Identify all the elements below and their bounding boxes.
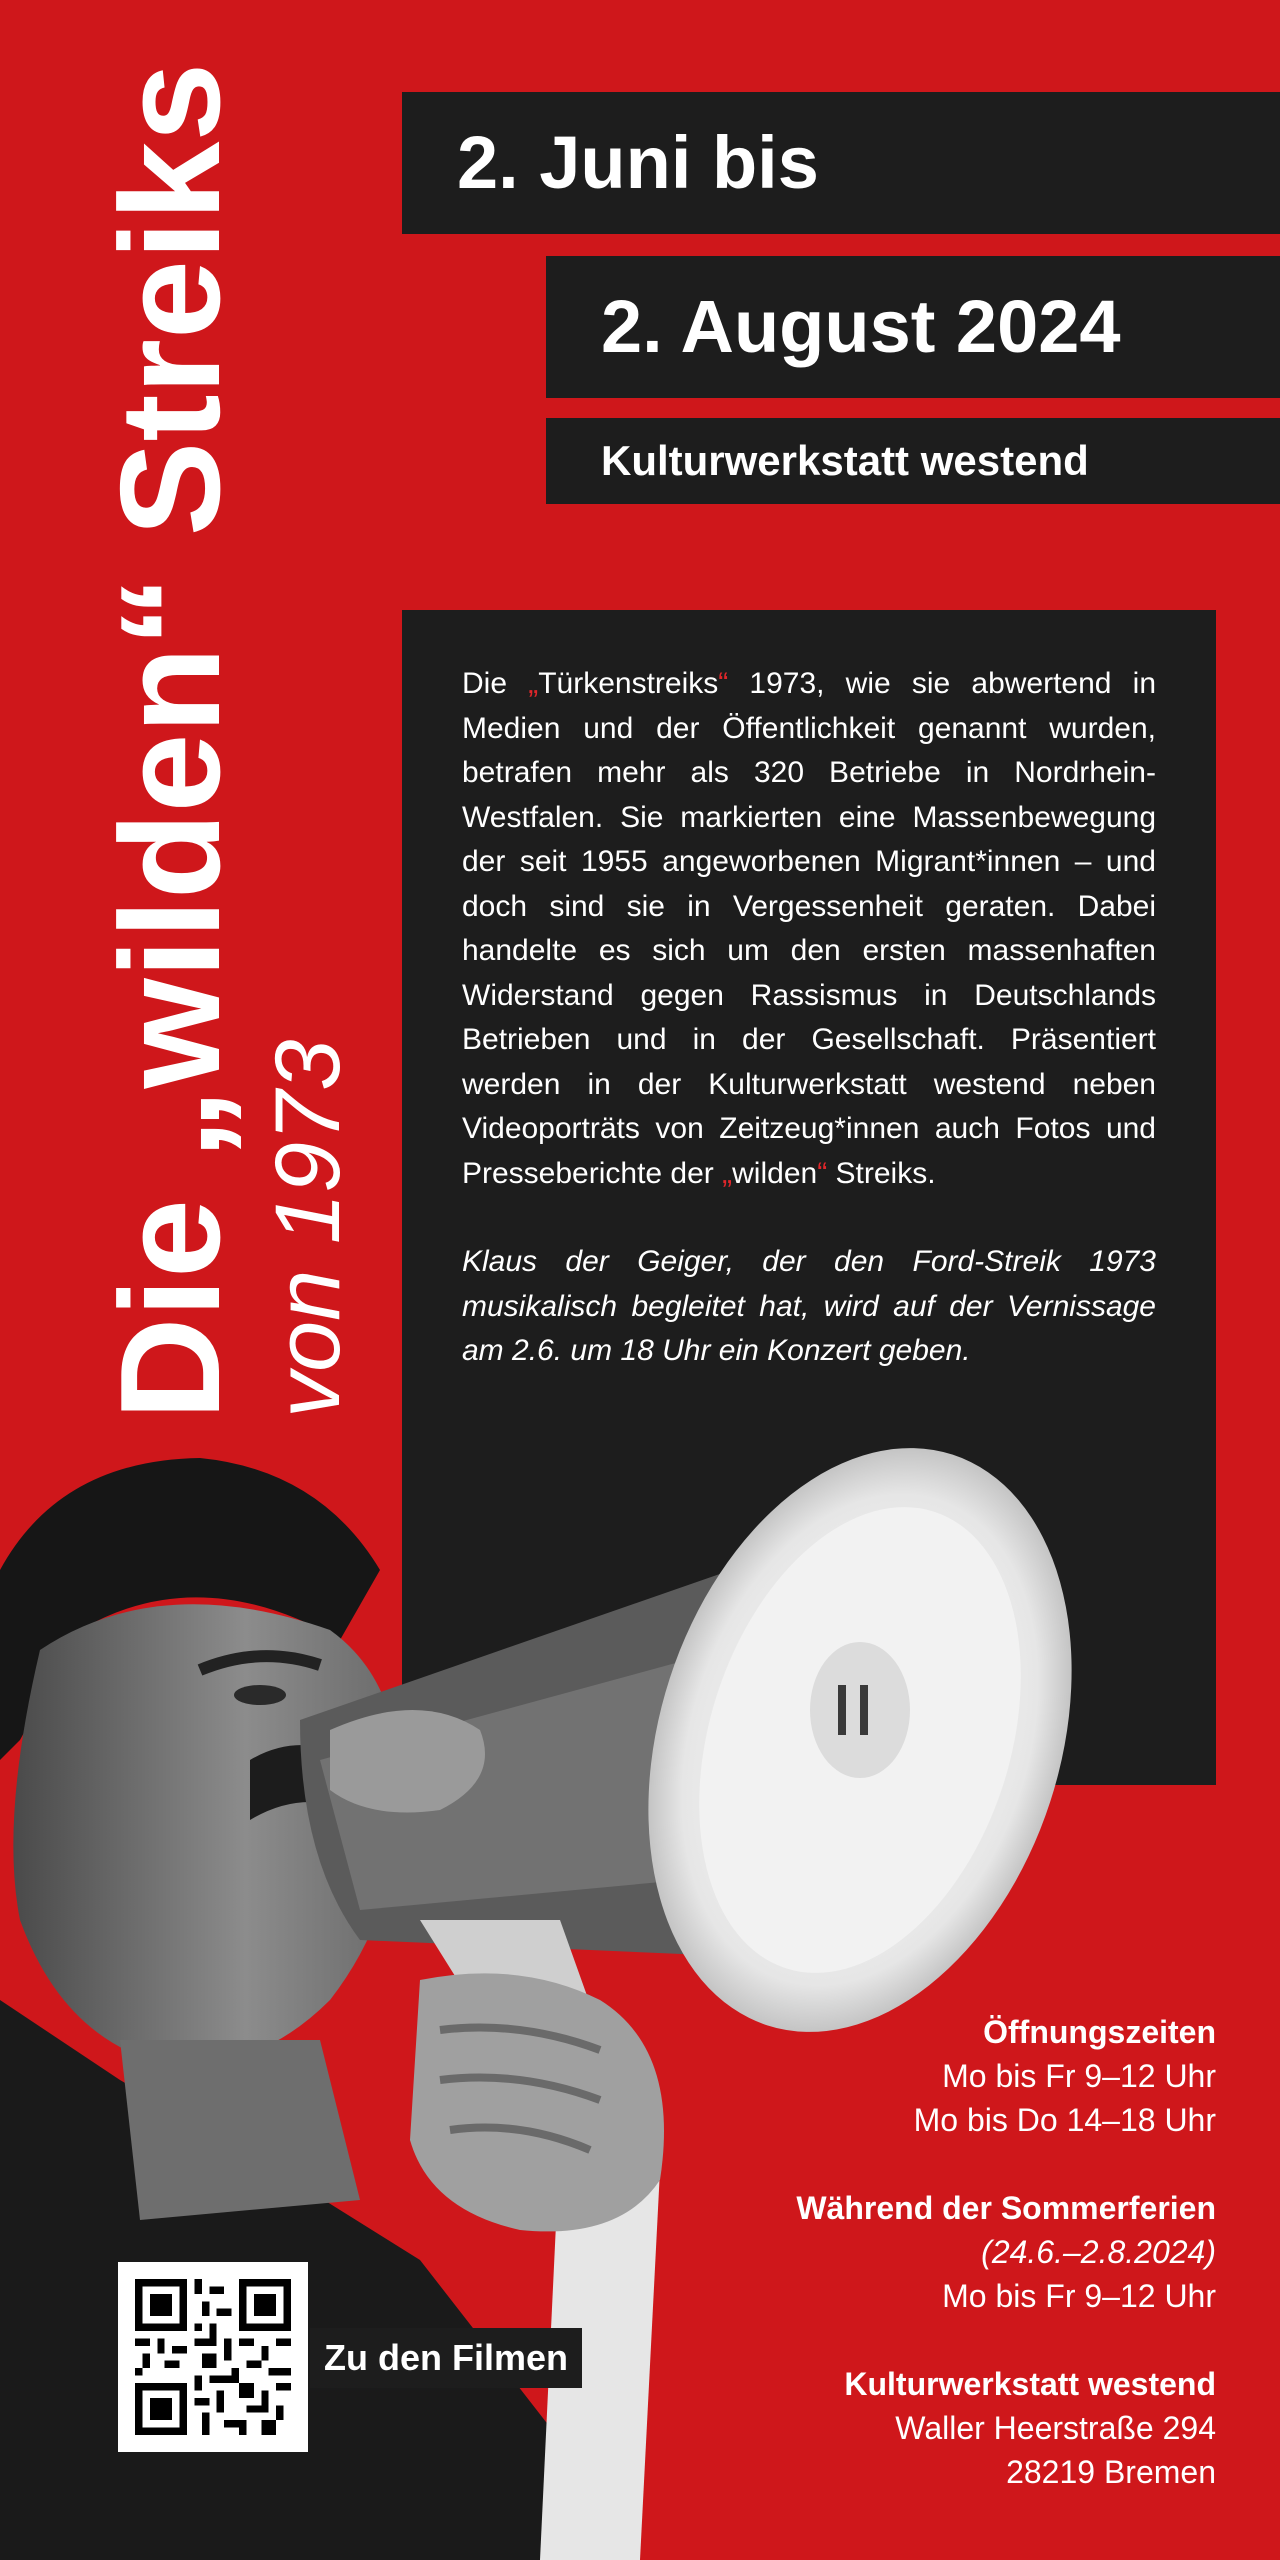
p1-word2: wilden bbox=[732, 1156, 818, 1190]
spacer bbox=[616, 2142, 1216, 2186]
address-city: 28219 Bremen bbox=[1006, 2454, 1216, 2490]
summer-dates: (24.6.–2.8.2024) bbox=[981, 2234, 1216, 2270]
qr-code[interactable] bbox=[118, 2262, 308, 2452]
venue-banner bbox=[546, 418, 1280, 504]
poster-title bbox=[91, 62, 250, 1420]
date-end-banner bbox=[546, 256, 1280, 398]
films-link[interactable]: Zu den Filmen bbox=[310, 2328, 582, 2388]
address-street: Waller Heerstraße 294 bbox=[895, 2410, 1216, 2446]
description-paragraph bbox=[462, 662, 1156, 1196]
hours-afternoon: Mo bis Do 14–18 Uhr bbox=[913, 2102, 1216, 2138]
summer-hours: Mo bis Fr 9–12 Uhr bbox=[942, 2278, 1216, 2314]
poster-subtitle: von 1973 bbox=[257, 1039, 359, 1418]
date-start-text: 2. Juni bis bbox=[457, 121, 819, 204]
concert-note: Klaus der Geiger, der den Ford-Streik 1973 musikalisch begleitet hat, wird auf der Vernissage am 2.6. um 18 Uhr ein Konzert geben. bbox=[462, 1245, 1156, 1367]
summer-heading: Während der Sommerferien bbox=[796, 2190, 1216, 2226]
p1-word: Türkenstreiks bbox=[538, 667, 719, 700]
info-block bbox=[616, 2010, 1216, 2494]
p1-quote2-open: „ bbox=[722, 1156, 733, 1190]
p1-main: 1973, wie sie abwertend in Medien und der Öffentlichkeit genannt wurden, betrafen mehr als 320 Betriebe in Nordrhein-Westfalen. Sie markierten eine Massenbewegung der seit 1955 angeworbenen Migrant*innen – und doch sind sie in Vergessenheit geraten. Dabei handelte es sich um den ersten massenhaften Widerstand gegen Rassismus in Deutschlands Betrieben und in der Gesellschaft. Präsentiert werden in der Kulturwerkstatt westend neben Videoporträts von Zeitzeug*innen auch Fotos und Presseberichte der bbox=[462, 667, 1157, 1190]
title-suffix: Streiks bbox=[91, 62, 250, 576]
title-word: wilden bbox=[91, 646, 250, 1089]
qr-code-icon bbox=[135, 2279, 291, 2435]
date-end-text: 2. August 2024 bbox=[601, 285, 1121, 368]
hours-heading: Öffnungszeiten bbox=[983, 2014, 1216, 2050]
p1-end: Streiks. bbox=[827, 1156, 936, 1190]
date-start-banner bbox=[402, 92, 1280, 234]
title-close-quote: “ bbox=[91, 575, 250, 647]
p1-quote2-close: “ bbox=[817, 1156, 828, 1190]
p1-quote-close: “ bbox=[718, 667, 729, 700]
p1-pre: Die bbox=[462, 667, 529, 700]
address-heading: Kulturwerkstatt westend bbox=[844, 2366, 1216, 2402]
title-prefix: Die bbox=[91, 1159, 250, 1420]
spacer bbox=[616, 2318, 1216, 2362]
description-text bbox=[462, 662, 1156, 1374]
hours-weekday: Mo bis Fr 9–12 Uhr bbox=[942, 2058, 1216, 2094]
p1-quote-open: „ bbox=[528, 667, 539, 700]
title-open-quote: „ bbox=[91, 1088, 250, 1160]
venue-text: Kulturwerkstatt westend bbox=[601, 437, 1089, 484]
